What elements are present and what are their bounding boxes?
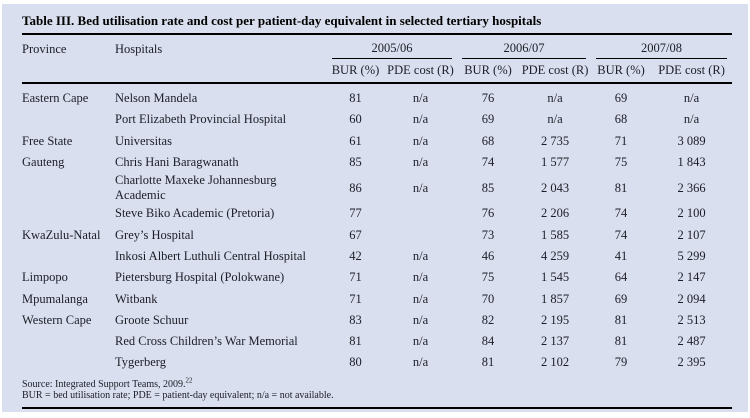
year-label: 2006/07 (462, 41, 586, 59)
cell-pde-2006-07: 1 857 (540, 291, 570, 306)
cell-bur-2007-08: 68 (614, 112, 628, 127)
cell-pde-2007-08: 2 513 (677, 312, 706, 327)
cell-bur-2006-07: 70 (481, 291, 495, 306)
cell-pde-2005-06: n/a (412, 270, 429, 285)
cell-bur-2005-06: 60 (349, 112, 362, 127)
footnote-definitions: BUR = bed utilisation rate; PDE = patient-day equivalent; n/a = not available. (22, 390, 334, 402)
cell-province (22, 203, 115, 224)
cell-pde-2007-08: 2 094 (677, 291, 706, 306)
table-panel (2, 4, 748, 412)
cell-bur-2005-06: 85 (349, 155, 362, 170)
table-row (22, 352, 732, 373)
cell-bur-2007-08: 69 (614, 291, 628, 306)
col-header-pde-2006-07: PDE cost (R) (521, 63, 589, 77)
cell-pde-2006-07: 1 585 (540, 227, 570, 242)
cell-pde-2005-06 (384, 224, 457, 245)
col-header-bur-2005-06: BUR (%) (331, 63, 380, 77)
cell-hospital: Grey’s Hospital (115, 227, 194, 242)
table-row (22, 173, 732, 203)
cell-bur-2006-07: 84 (481, 334, 495, 349)
cell-province (22, 352, 115, 373)
col-header-pde-2005-06: PDE cost (R) (387, 63, 454, 77)
cell-province: Western Cape (22, 312, 92, 327)
cell-pde-2005-06: n/a (412, 91, 429, 106)
cell-hospital: Port Elizabeth Provincial Hospital (115, 112, 287, 127)
table-content (22, 4, 732, 409)
cell-bur-2005-06: 71 (349, 291, 362, 306)
cell-pde-2006-07: 1 577 (540, 155, 570, 170)
cell-province (22, 109, 115, 130)
cell-bur-2007-08: 81 (614, 334, 628, 349)
cell-pde-2007-08: 2 366 (677, 180, 706, 195)
table-row (22, 152, 732, 173)
cell-hospital: Charlotte Maxeke Johannesburg Academic (115, 173, 277, 203)
cell-pde-2005-06 (384, 203, 457, 224)
table-row (22, 310, 732, 331)
cell-pde-2005-06: n/a (412, 248, 429, 263)
cell-pde-2007-08: n/a (683, 112, 700, 127)
col-header-year-2005-06 (327, 35, 457, 59)
cell-hospital: Steve Biko Academic (Pretoria) (115, 206, 275, 221)
col-header-bur-2007-08: BUR (%) (597, 63, 645, 77)
cell-bur-2007-08: 81 (614, 312, 628, 327)
cell-pde-2007-08: 2 100 (677, 206, 706, 221)
cell-pde-2006-07: 2 043 (540, 180, 570, 195)
cell-bur-2006-07: 74 (481, 155, 495, 170)
cell-bur-2006-07: 46 (481, 248, 495, 263)
cell-pde-2006-07: 2 195 (540, 312, 570, 327)
table-row (22, 288, 732, 309)
table-row (22, 331, 732, 352)
cell-province: KwaZulu-Natal (22, 227, 101, 242)
cell-province (22, 246, 115, 267)
cell-bur-2007-08: 71 (614, 133, 628, 148)
col-header-province: Province (22, 42, 67, 56)
cell-bur-2006-07: 73 (481, 227, 495, 242)
cell-bur-2007-08: 75 (614, 155, 628, 170)
table-title: Table III. Bed utilisation rate and cost per patient-day equivalent in selected tertiary hospitals (22, 13, 542, 28)
table-row (22, 131, 732, 152)
cell-province: Free State (22, 133, 73, 148)
table-row (22, 246, 732, 267)
header-year-row (22, 35, 732, 59)
footnote-source-text: Source: Integrated Support Teams, 2009. (22, 378, 186, 390)
cell-bur-2007-08: 41 (614, 248, 628, 263)
cell-pde-2007-08: 2 395 (677, 355, 706, 370)
cell-hospital: Red Cross Children’s War Memorial (115, 334, 298, 349)
cell-hospital: Nelson Mandela (115, 91, 198, 106)
cell-bur-2007-08: 69 (614, 91, 628, 106)
cell-province: Mpumalanga (22, 291, 88, 306)
cell-pde-2007-08: 1 843 (677, 155, 706, 170)
cell-bur-2005-06: 71 (349, 270, 362, 285)
cell-hospital: Universitas (115, 133, 172, 148)
cell-province: Eastern Cape (22, 91, 89, 106)
cell-bur-2006-07: 82 (481, 312, 495, 327)
cell-pde-2005-06: n/a (412, 312, 429, 327)
cell-hospital: Groote Schuur (115, 312, 189, 327)
cell-bur-2005-06: 83 (349, 312, 362, 327)
footnotes (22, 376, 732, 402)
cell-pde-2005-06: n/a (412, 291, 429, 306)
cell-pde-2006-07: 2 137 (540, 334, 570, 349)
cell-bur-2005-06: 81 (349, 334, 362, 349)
cell-pde-2005-06: n/a (412, 155, 429, 170)
cell-bur-2005-06: 86 (349, 180, 362, 195)
table-body (22, 83, 732, 374)
cell-pde-2006-07: n/a (547, 91, 563, 106)
cell-bur-2007-08: 74 (614, 227, 628, 242)
col-header-year-2007-08 (591, 35, 732, 59)
col-header-year-2006-07 (457, 35, 591, 59)
year-label: 2007/08 (596, 41, 727, 59)
cell-pde-2007-08: 3 089 (677, 133, 706, 148)
cell-bur-2005-06: 80 (349, 355, 362, 370)
cell-hospital: Chris Hani Baragwanath (115, 155, 239, 170)
cell-bur-2007-08: 74 (614, 206, 628, 221)
cell-hospital: Inkosi Albert Luthuli Central Hospital (115, 248, 306, 263)
cell-hospital: Pietersburg Hospital (Polokwane) (115, 270, 285, 285)
cell-pde-2006-07: 2 102 (540, 355, 570, 370)
cell-bur-2005-06: 67 (349, 227, 362, 242)
cell-hospital: Witbank (115, 291, 158, 306)
cell-bur-2005-06: 77 (349, 206, 362, 221)
table-row (22, 109, 732, 130)
table-row (22, 224, 732, 245)
cell-bur-2006-07: 76 (481, 91, 495, 106)
cell-pde-2007-08: 2 107 (677, 227, 706, 242)
cell-hospital: Tygerberg (115, 355, 166, 370)
cell-bur-2006-07: 75 (481, 270, 495, 285)
footnote-source (22, 376, 732, 391)
cell-pde-2005-06: n/a (412, 112, 429, 127)
cell-bur-2006-07: 85 (481, 180, 495, 195)
table-row (22, 203, 732, 224)
cell-bur-2006-07: 76 (481, 206, 495, 221)
cell-pde-2006-07: 2 735 (540, 133, 570, 148)
cell-province (22, 331, 115, 352)
bottom-rule (22, 407, 732, 409)
cell-province: Gauteng (22, 155, 65, 170)
cell-pde-2006-07: 2 206 (540, 206, 570, 221)
cell-bur-2005-06: 81 (349, 91, 362, 106)
cell-bur-2006-07: 81 (481, 355, 495, 370)
table-row (22, 83, 732, 109)
cell-bur-2007-08: 81 (614, 180, 628, 195)
cell-pde-2005-06: n/a (412, 355, 429, 370)
cell-bur-2007-08: 79 (614, 355, 628, 370)
cell-pde-2006-07: n/a (547, 112, 563, 127)
cell-bur-2005-06: 61 (349, 133, 362, 148)
col-header-hospitals: Hospitals (115, 42, 163, 56)
cell-bur-2005-06: 42 (349, 248, 362, 263)
cell-bur-2006-07: 69 (481, 112, 495, 127)
cell-pde-2005-06: n/a (412, 133, 429, 148)
cell-province: Limpopo (22, 270, 68, 285)
cell-bur-2007-08: 64 (614, 270, 628, 285)
cell-pde-2006-07: 1 545 (540, 270, 570, 285)
col-header-bur-2006-07: BUR (%) (464, 63, 512, 77)
footnote-reference-number: 22 (185, 376, 193, 385)
cell-pde-2005-06: n/a (412, 334, 429, 349)
year-label: 2005/06 (332, 41, 452, 59)
col-header-pde-2007-08: PDE cost (R) (658, 63, 725, 77)
cell-pde-2007-08: 5 299 (677, 248, 706, 263)
cell-pde-2007-08: n/a (683, 91, 700, 106)
cell-pde-2007-08: 2 147 (677, 270, 706, 285)
cell-bur-2006-07: 68 (481, 133, 495, 148)
cell-pde-2005-06: n/a (412, 180, 429, 195)
cell-province (22, 173, 115, 203)
data-table (22, 35, 732, 374)
table-header (22, 35, 732, 83)
cell-pde-2006-07: 4 259 (540, 248, 570, 263)
cell-pde-2007-08: 2 487 (677, 334, 706, 349)
table-row (22, 267, 732, 288)
